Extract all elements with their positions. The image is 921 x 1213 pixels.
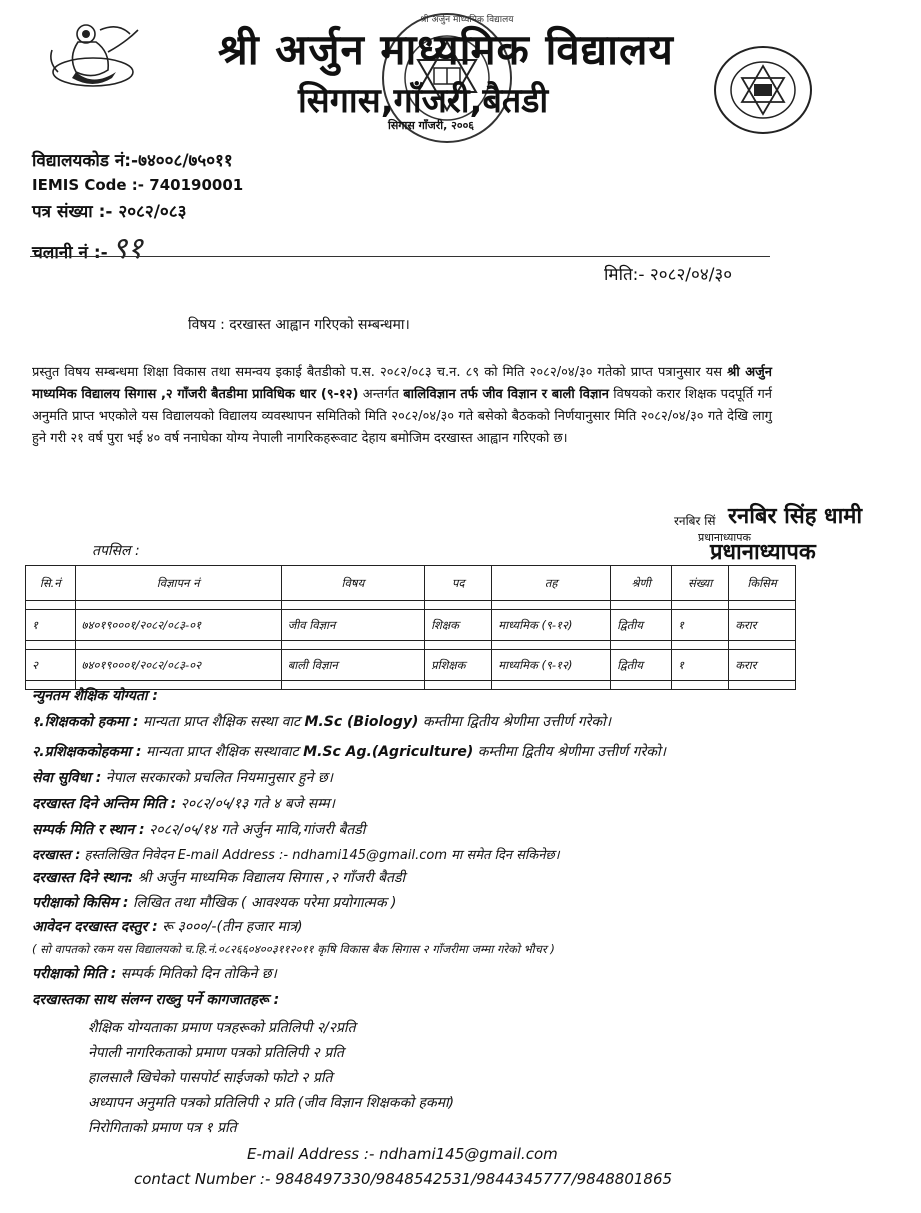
cell: १: [672, 650, 729, 681]
list-item: हालसालै खिचेको पासपोर्ट साईजको फोटो २ प्रति: [88, 1070, 333, 1086]
table-spacer: [26, 601, 796, 610]
qualification-heading-text: न्युनतम शैक्षिक योग्यता :: [32, 688, 158, 704]
cell: २: [26, 650, 76, 681]
place-text: श्री अर्जुन माध्यमिक विद्यालय सिगास ,२ गाँजरी बैतडी: [133, 870, 406, 886]
cell: माध्यमिक (९-१२): [492, 650, 611, 681]
body-school-bold: श्री अर्जुन माध्यमिक विद्यालय सिगास ,२ गाँजरी बैतडीमा प्राविधिक धार (९-१२): [32, 365, 773, 402]
exam-type: [32, 893, 397, 912]
seal-bottom-text: सिगास गाँजरी, २००६: [388, 119, 475, 132]
last-date: [32, 794, 335, 813]
fee-note: ( सो वापतको रकम यस विद्यालयको च.हि.नं.०८२६६०४००३११२०११ कृषि विकास बैक सिगास २ गाँजरीमा जम्मा गरेको भौचर ): [32, 942, 555, 956]
seal-ring-text: श्री अर्जुन माध्यमिक विद्यालय: [420, 15, 514, 25]
goddess-logo-icon: [38, 12, 148, 94]
vacancy-table: [25, 565, 796, 690]
table-header-row: [26, 566, 796, 601]
application-label: दरखास्त :: [32, 848, 81, 863]
school-round-stamp: [712, 44, 814, 136]
col-level: तह: [492, 566, 611, 601]
contact-date: [32, 820, 365, 839]
letter-number: पत्र संख्या :- २०८२/०८३: [32, 202, 187, 222]
exam-date: [32, 964, 277, 983]
fee-text: रू ३०००/-(तीन हजार मात्र): [157, 919, 303, 935]
header-divider: [30, 256, 770, 257]
school-code: विद्यालयकोड नं:-७४००८/७५०११: [32, 151, 233, 171]
list-item: निरोगिताको प्रमाण पत्र १ प्रति: [88, 1120, 237, 1136]
last-date-text: २०८२/०५/१३ गते ४ बजे सम्म।: [176, 796, 335, 812]
col-grade: श्रेणी: [611, 566, 672, 601]
body-text-3: विषयको करार शिक्षक पदपूर्ति गर्न अनुमति प्राप्त भएकोले यस विद्यालयको विद्यालय व्यवस्थापन समितिको मिति २०८२/०४/३० गते बसेको बैठकको निर्णयानुसार मिति २०८२/०४/३० गते देखि लागु हुने गरी २१ वर्ष पुरा भई ४० वर्ष ननाघेका योग्य नेपाली नागरिकहरूवाट देहाय बमोजिम दरखास्त आह्वान गरिएको छ।: [32, 387, 772, 446]
documents-heading: [32, 990, 279, 1009]
teacher-degree: M.Sc (Biology): [304, 714, 419, 730]
signature-scribble: रनबिर सिं: [674, 514, 716, 528]
trainer-degree: M.Sc Ag.(Agriculture): [303, 744, 474, 760]
details-label: तपसिल :: [92, 543, 140, 559]
trainer-text: मान्यता प्राप्त शैक्षिक सस्थावाट: [141, 744, 304, 760]
signatory-name: रनबिर सिंह धामी: [728, 504, 863, 529]
contact-date-text: २०८२/०५/१४ गते अर्जुन मावि,गांजरी बैतडी: [144, 822, 366, 838]
list-item: अध्यापन अनुमति पत्रको प्रतिलिपी २ प्रति (जीव विज्ञान शिक्षकको हकमा): [88, 1095, 455, 1111]
footer-email: E-mail Address :- ndhami145@gmail.com: [247, 1145, 558, 1163]
body-paragraph: [32, 362, 772, 450]
application-place: [32, 868, 405, 887]
cell: करार: [729, 610, 796, 641]
col-sn: सि.नं: [26, 566, 76, 601]
teacher-text: मान्यता प्राप्त शैक्षिक सस्था वाट: [138, 714, 305, 730]
list-item: शैक्षिक योग्यताका प्रमाण पत्रहरूको प्रतिलिपी २/२प्रति: [88, 1020, 356, 1036]
service-benefits: [32, 768, 333, 787]
dispatch-label: चलानी नं :-: [32, 243, 108, 263]
table-spacer: [26, 641, 796, 650]
dispatch-number: [32, 226, 143, 267]
list-item: नेपाली नागरिकताको प्रमाण पत्रको प्रतिलिपी २ प्रति: [88, 1045, 344, 1061]
last-date-label: दरखास्त दिने अन्तिम मिति :: [32, 796, 177, 812]
cell: प्रशिक्षक: [425, 650, 492, 681]
service-label: सेवा सुविधा :: [32, 770, 102, 786]
cell: ७४०१९०००१/२०८२/०८३-०१: [75, 610, 281, 641]
table-row: [26, 650, 796, 681]
qualification-heading: [32, 686, 158, 705]
trainer-label: २.प्रशिक्षककोहकमा :: [32, 744, 142, 760]
body-text-1: प्रस्तुत विषय सम्बन्धमा शिक्षा विकास तथा समन्वय इकाई बैतडीको प.स. २०८२/०८३ च.न. ८९ को मिति २०८२/०४/३० गतेको प्राप्त पत्रानुसार यस: [32, 365, 728, 380]
signatory-title: प्रधानाध्यापक: [710, 540, 816, 565]
school-address: सिगास,गाँजरी,बैतडी: [298, 81, 549, 121]
cell: माध्यमिक (९-१२): [492, 610, 611, 641]
dispatch-value: ९१: [111, 231, 143, 266]
fee-label: आवेदन दरखास्त दस्तुर :: [32, 919, 158, 935]
signatory-title-small: प्रधानाध्यापक: [698, 531, 751, 544]
cell: द्वितीय: [611, 610, 672, 641]
service-text: नेपाल सरकारको प्रचलित नियमानुसार हुने छ।: [101, 770, 333, 786]
cell: १: [26, 610, 76, 641]
application-method: [32, 845, 560, 863]
cell: १: [672, 610, 729, 641]
subject-line: विषय : दरखास्त आह्वान गरिएको सम्बन्धमा।: [188, 317, 410, 333]
cell: करार: [729, 650, 796, 681]
exam-date-label: परीक्षाको मिति :: [32, 966, 117, 982]
col-type: किसिम: [729, 566, 796, 601]
exam-date-text: सम्पर्क मितिको दिन तोकिने छ।: [116, 966, 277, 982]
trainer-qualification: [32, 742, 666, 761]
cell: बाली विज्ञान: [281, 650, 424, 681]
iemis-code: IEMIS Code :- 740190001: [32, 176, 244, 194]
teacher-qualification: [32, 712, 611, 731]
body-subjects-bold: बालिविज्ञान तर्फ जीव विज्ञान र बाली विज्ञान: [403, 387, 609, 402]
trainer-tail: कम्तीमा द्वितीय श्रेणीमा उत्तीर्ण गरेको।: [473, 744, 666, 760]
place-label: दरखास्त दिने स्थान:: [32, 870, 134, 886]
application-text: हस्तलिखित निवेदन E-mail Address :- ndhami145@gmail.com मा समेत दिन सकिनेछ।: [80, 848, 560, 863]
cell: जीव विज्ञान: [281, 610, 424, 641]
cell: शिक्षक: [425, 610, 492, 641]
footer-contact-numbers: contact Number :- 9848497330/9848542531/9844345777/9848801865: [134, 1170, 673, 1188]
table-row: [26, 610, 796, 641]
body-text-2: अन्तर्गत: [358, 387, 404, 402]
letter-date: मिति:- २०८२/०४/३०: [604, 265, 733, 285]
contact-date-label: सम्पर्क मिति र स्थान :: [32, 822, 145, 838]
col-count: संख्या: [672, 566, 729, 601]
col-subject: विषय: [281, 566, 424, 601]
exam-type-text: लिखित तथा मौखिक ( आवश्यक परेमा प्रयोगात्मक ): [128, 895, 397, 911]
col-ad-no: विज्ञापन नं: [75, 566, 281, 601]
cell: ७४०१९०००१/२०८२/०८३-०२: [75, 650, 281, 681]
cell: द्वितीय: [611, 650, 672, 681]
application-fee: [32, 917, 303, 936]
col-post: पद: [425, 566, 492, 601]
school-name: श्री अर्जुन माध्यमिक विद्यालय: [218, 25, 674, 74]
teacher-tail: कम्तीमा द्वितीय श्रेणीमा उत्तीर्ण गरेको।: [418, 714, 612, 730]
teacher-label: १.शिक्षकको हकमा :: [32, 714, 139, 730]
exam-type-label: परीक्षाको किसिम :: [32, 895, 129, 911]
documents-heading-text: दरखास्तका साथ संलग्न राख्नु पर्ने कागजातहरू :: [32, 992, 280, 1008]
